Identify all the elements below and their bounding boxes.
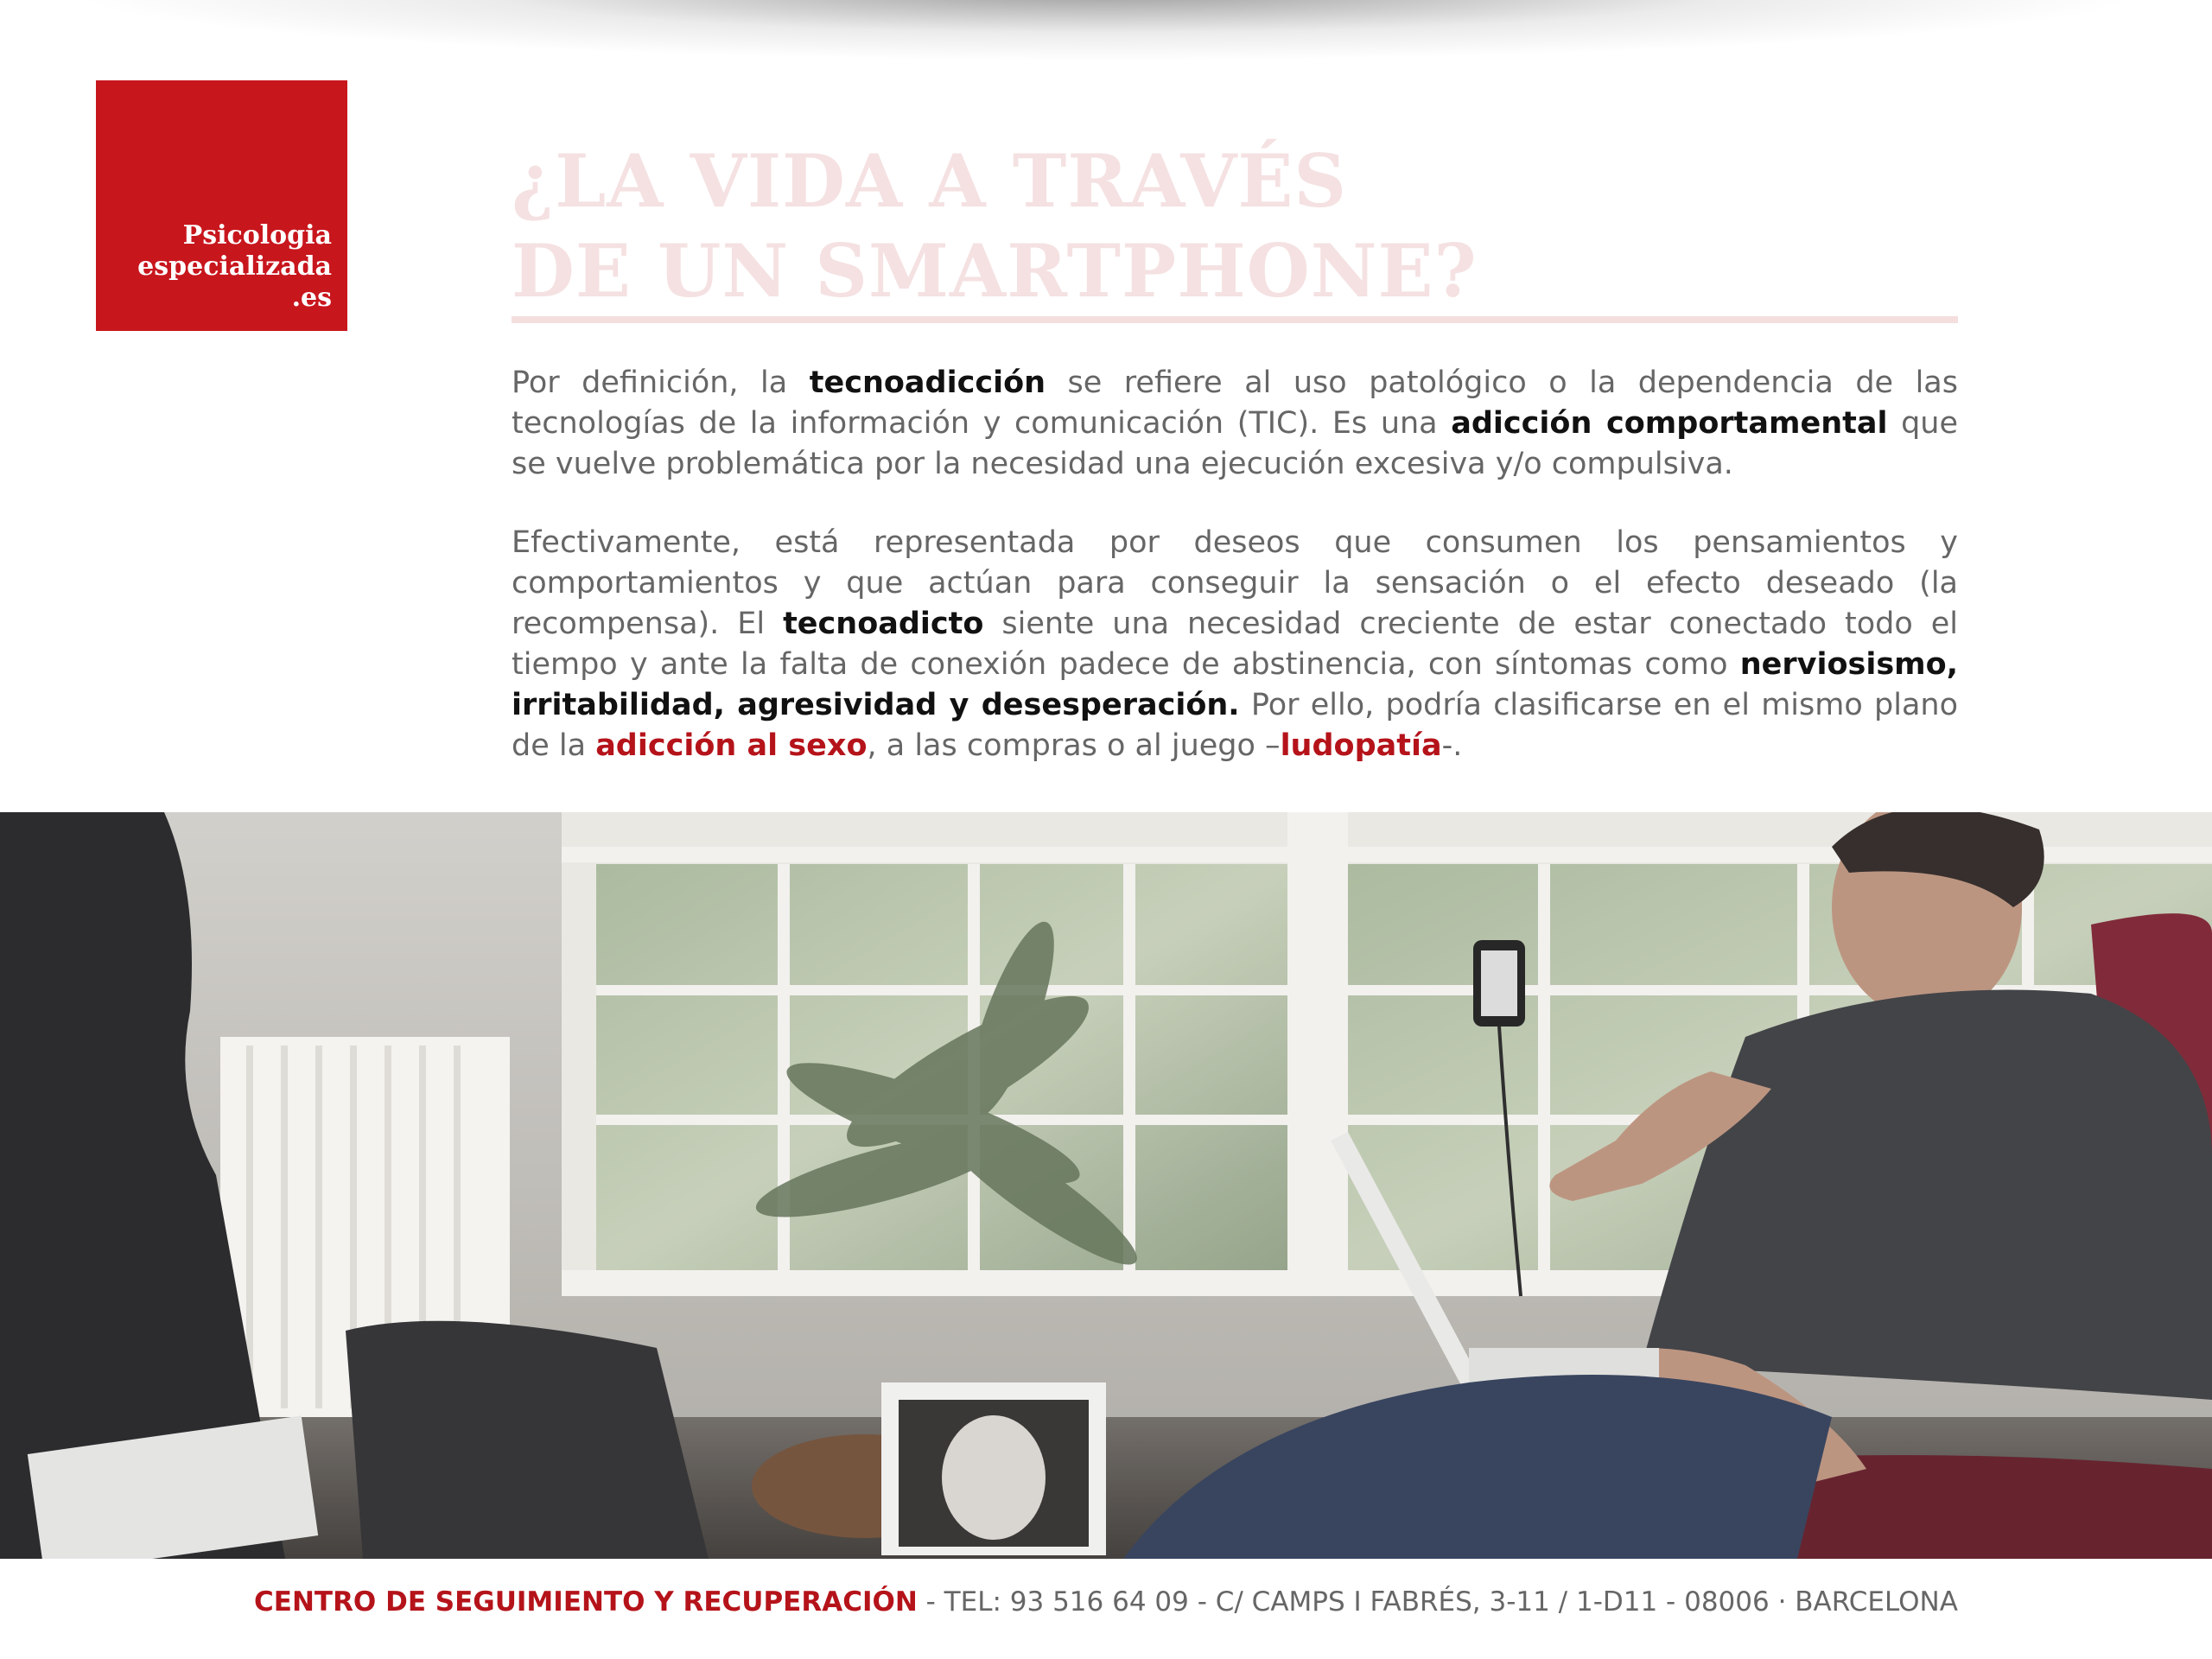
logo-line-1: Psicologia	[182, 220, 332, 251]
text-run: Por definición, la	[512, 365, 810, 400]
paragraph-2	[512, 523, 1958, 766]
text-run: Por ello, podría clasificarse en el mismo plano de la	[512, 688, 1958, 763]
headline-divider	[512, 316, 1958, 323]
logo	[96, 80, 347, 331]
bold-term-adiccion-comportamental: adicción comportamental	[1451, 406, 1888, 441]
text-run: que se vuelve problemática por la necesidad una ejecución excesiva y/o compulsiva.	[512, 406, 1958, 481]
bold-term-symptoms: nerviosismo, irritabilidad, agresividad y desesperación.	[512, 647, 1958, 722]
article-body	[512, 363, 1958, 804]
text-run: -.	[1441, 728, 1463, 763]
footer	[0, 1585, 2212, 1619]
logo-line-3: .es	[291, 283, 332, 313]
text-run: siente una necesidad creciente de estar conectado todo el tiempo y ante la falta de conexión padece de abstinencia, con síntomas como	[512, 607, 1959, 682]
text-run: Efectivamente, está representada por deseos que consumen los pensamientos y comportamientos y que actúan para conseguir la sensación o el efecto deseado (la recompensa). El	[512, 525, 1958, 641]
headline-line-2: DE UN SMARTPHONE?	[512, 228, 1478, 314]
footer-contact-details: - TEL: 93 516 64 09 - C/ CAMPS I FABRÉS, 3-11 / 1-D11 - 08006 · BARCELONA	[917, 1586, 1958, 1618]
headline-line-1: ¿LA VIDA A TRAVÉS	[512, 138, 1348, 224]
top-shadow	[0, 0, 2212, 78]
logo-text	[137, 220, 332, 314]
text-run: se refiere al uso patológico o la dependencia de las tecnologías de la información y comunicación (TIC). Es una	[512, 365, 1958, 441]
link-adiccion-al-sexo[interactable]: adicción al sexo	[595, 728, 868, 763]
bold-term-tecnoadicto: tecnoadicto	[783, 607, 984, 641]
footer-title: CENTRO DE SEGUIMIENTO Y RECUPERACIÓN	[254, 1586, 918, 1618]
logo-line-2: especializada	[137, 251, 332, 282]
paragraph-1	[512, 363, 1958, 485]
link-ludopatia[interactable]: ludopatía	[1280, 728, 1442, 763]
photo-man-with-devices	[0, 812, 2212, 1559]
headline	[512, 137, 1980, 316]
text-run: , a las compras o al juego –	[867, 728, 1281, 763]
bold-term-tecnoadiccion: tecnoadicción	[809, 365, 1046, 400]
